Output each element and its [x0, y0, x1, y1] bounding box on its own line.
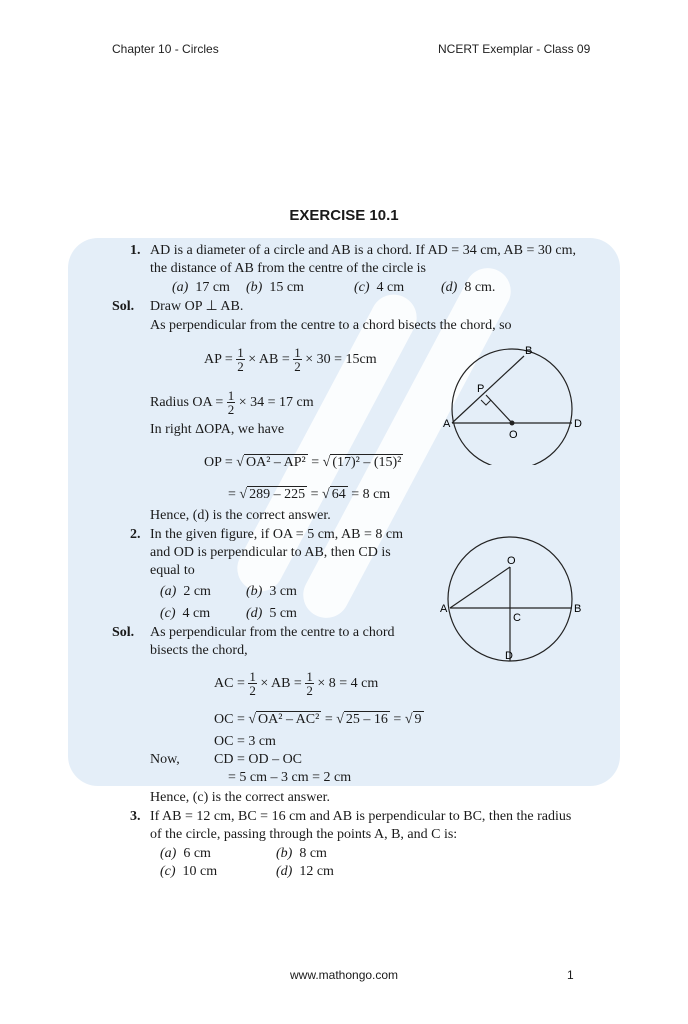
sol1-op-simplify: = √ 289 – 225 = √ 64 = 8 cm [228, 487, 391, 502]
q2-line2: and OD is perpendicular to AB, then CD is [150, 545, 391, 560]
circle-figure-2 [432, 535, 592, 665]
fig2-label-b: B [574, 603, 582, 615]
q3-option-b: (b) 8 cm [276, 846, 327, 861]
sol1-right-triangle: In right ΔOPA, we have [150, 422, 285, 437]
circle-figure-1 [440, 345, 590, 465]
sol1-line2: As perpendicular from the centre to a chord bisects the chord, so [150, 318, 512, 333]
q1-number: 1. [130, 243, 141, 258]
fig2-label-o: O [507, 555, 516, 567]
q1-line2: the distance of AB from the centre of the circle is [150, 261, 427, 276]
q1-option-c: (c) 4 cm [354, 280, 405, 295]
q1-option-d: (d) 8 cm. [441, 280, 496, 295]
q3-option-a: (a) 6 cm [160, 846, 211, 861]
sol1-ap-equation: AP = $\frac{1}{2}$ × AB = $\frac{1}{2}$ × 30 = 15cm [204, 345, 377, 375]
fig2-label-c: C [513, 612, 521, 624]
q3-option-d: (d) 12 cm [276, 864, 334, 879]
sol2-oc-equation: OC = √ OA² – AC² = √ 25 – 16 = √ 9 [214, 712, 422, 727]
q2-option-b: (b) 3 cm [246, 584, 297, 599]
sol2-line2: bisects the chord, [150, 643, 248, 658]
fig2-label-a: A [440, 603, 448, 615]
sol2-ac-equation: AC = $\frac{1}{2}$ × AB = $\frac{1}{2}$ × 8 = 4 cm [214, 669, 379, 699]
sol2-now: Now, [150, 752, 180, 767]
exercise-title: EXERCISE 10.1 [289, 207, 399, 224]
fig1-centre-dot [510, 421, 515, 426]
fig1-chord-ab [452, 356, 524, 423]
fig2-radius-oa [450, 567, 510, 608]
q2-line3: equal to [150, 563, 195, 578]
fig1-label-d: D [574, 418, 582, 430]
q3-line1: If AB = 12 cm, BC = 16 cm and AB is perpendicular to BC, then the radius [150, 809, 572, 824]
sol2-hence: Hence, (c) is the correct answer. [150, 790, 330, 805]
fig1-label-p: P [477, 383, 485, 395]
sol2-line1: As perpendicular from the centre to a chord [150, 625, 395, 640]
sol1-hence: Hence, (d) is the correct answer. [150, 508, 331, 523]
q2-option-c: (c) 4 cm [160, 606, 211, 621]
q1-option-a: (a) 17 cm [172, 280, 230, 295]
sol2-cd-equation: CD = OD – OC [214, 752, 303, 767]
sol1-label: Sol. [112, 299, 135, 314]
q1-option-b: (b) 15 cm [246, 280, 304, 295]
fig2-label-d: D [505, 650, 513, 662]
q2-option-d: (d) 5 cm [246, 606, 297, 621]
q2-option-a: (a) 2 cm [160, 584, 211, 599]
fig1-right-angle-mark [481, 400, 491, 405]
sol1-radius-equation: Radius OA = $\frac{1}{2}$ × 34 = 17 cm [150, 388, 314, 418]
sol2-cd-result: = 5 cm – 3 cm = 2 cm [228, 770, 352, 785]
q2-line1: In the given figure, if OA = 5 cm, AB = 8 cm [150, 527, 403, 542]
fig1-label-a: A [443, 418, 451, 430]
q1-line1: AD is a diameter of a circle and AB is a chord. If AD = 34 cm, AB = 30 cm, [150, 243, 576, 258]
sol2-label: Sol. [112, 625, 135, 640]
sol1-op-equation: OP = √ OA² – AP² = √ (17)² – (15)² [204, 455, 402, 470]
q3-option-c: (c) 10 cm [160, 864, 218, 879]
header-book: NCERT Exemplar - Class 09 [438, 42, 591, 56]
q2-number: 2. [130, 527, 141, 542]
fig1-label-o: O [509, 429, 518, 441]
q3-line2: of the circle, passing through the points A, B, and C is: [150, 827, 458, 842]
fig1-label-b: B [525, 345, 533, 357]
fig1-perpendicular-op [486, 395, 512, 423]
sol2-oc-result: OC = 3 cm [214, 734, 276, 749]
header-chapter: Chapter 10 - Circles [112, 42, 219, 56]
q3-number: 3. [130, 809, 141, 824]
footer-url[interactable]: www.mathongo.com [290, 968, 399, 982]
page-number: 1 [567, 968, 574, 982]
sol1-line1: Draw OP ⊥ AB. [150, 299, 244, 314]
